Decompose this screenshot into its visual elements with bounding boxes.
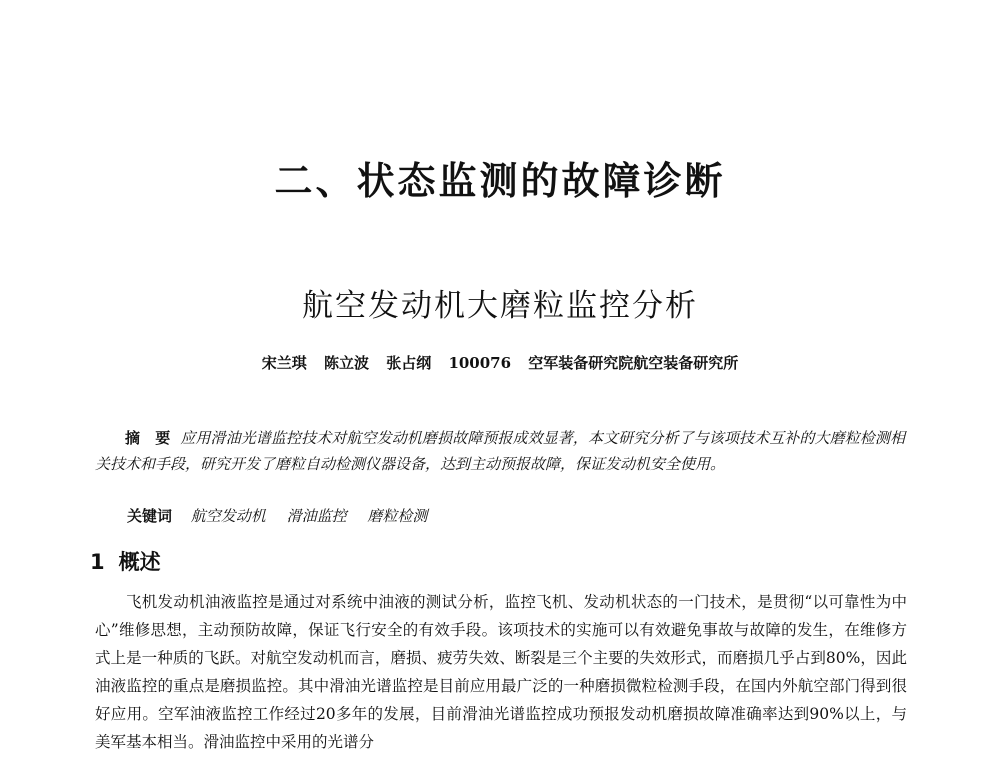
keyword: 磨粒检测 — [367, 507, 428, 525]
author-line — [0, 352, 1000, 373]
author-name: 陈立波 — [323, 354, 369, 372]
keywords — [127, 505, 443, 526]
author-name: 宋兰琪 — [261, 354, 307, 372]
chapter-title: 二、状态监测的故障诊断 — [274, 158, 726, 203]
affiliation: 空军装备研究院航空装备研究所 — [528, 354, 739, 372]
abstract-label: 摘 要 — [125, 429, 171, 447]
section-number: 1 — [90, 550, 105, 574]
abstract-text: 应用滑油光谱监控技术对航空发动机磨损故障预报成效显著，本文研究分析了与该项技术互补的大磨粒检测相关技术和手段，研究开发了磨粒自动检测仪器设备，达到主动预报故障，保证发动机安全使用。 — [95, 429, 905, 473]
abstract — [95, 425, 905, 477]
keyword: 航空发动机 — [190, 507, 266, 525]
keyword: 滑油监控 — [286, 507, 347, 525]
section-title: 概述 — [118, 550, 161, 574]
author-name: 张占纲 — [386, 354, 432, 372]
keywords-label: 关键词 — [127, 507, 173, 525]
paper-title: 航空发动机大磨粒监控分析 — [302, 288, 698, 324]
section-heading — [90, 546, 161, 576]
postcode: 100076 — [448, 354, 512, 372]
body-paragraph: 飞机发动机油液监控是通过对系统中油液的测试分析，监控飞机、发动机状态的一门技术，是贯彻“以可靠性为中心”维修思想，主动预防故障，保证飞行安全的有效手段。该项技术的实施可以有效避免事故与故障的发生，在维修方式上是一种质的飞跃。对航空发动机而言，磨损、疲劳失效、断裂是三个主要的失效形式，而磨损几乎占到80%，因此油液监控的重点是磨损监控。其中滑油光谱监控是目前应用最广泛的一种磨损微粒检测手段，在国内外航空部门得到很好应用。空军油液监控工作经过20多年的发展，目前滑油光谱监控成功预报发动机磨损故障准确率达到90%以上，与美军基本相当。滑油监控中采用的光谱分 — [95, 593, 907, 751]
